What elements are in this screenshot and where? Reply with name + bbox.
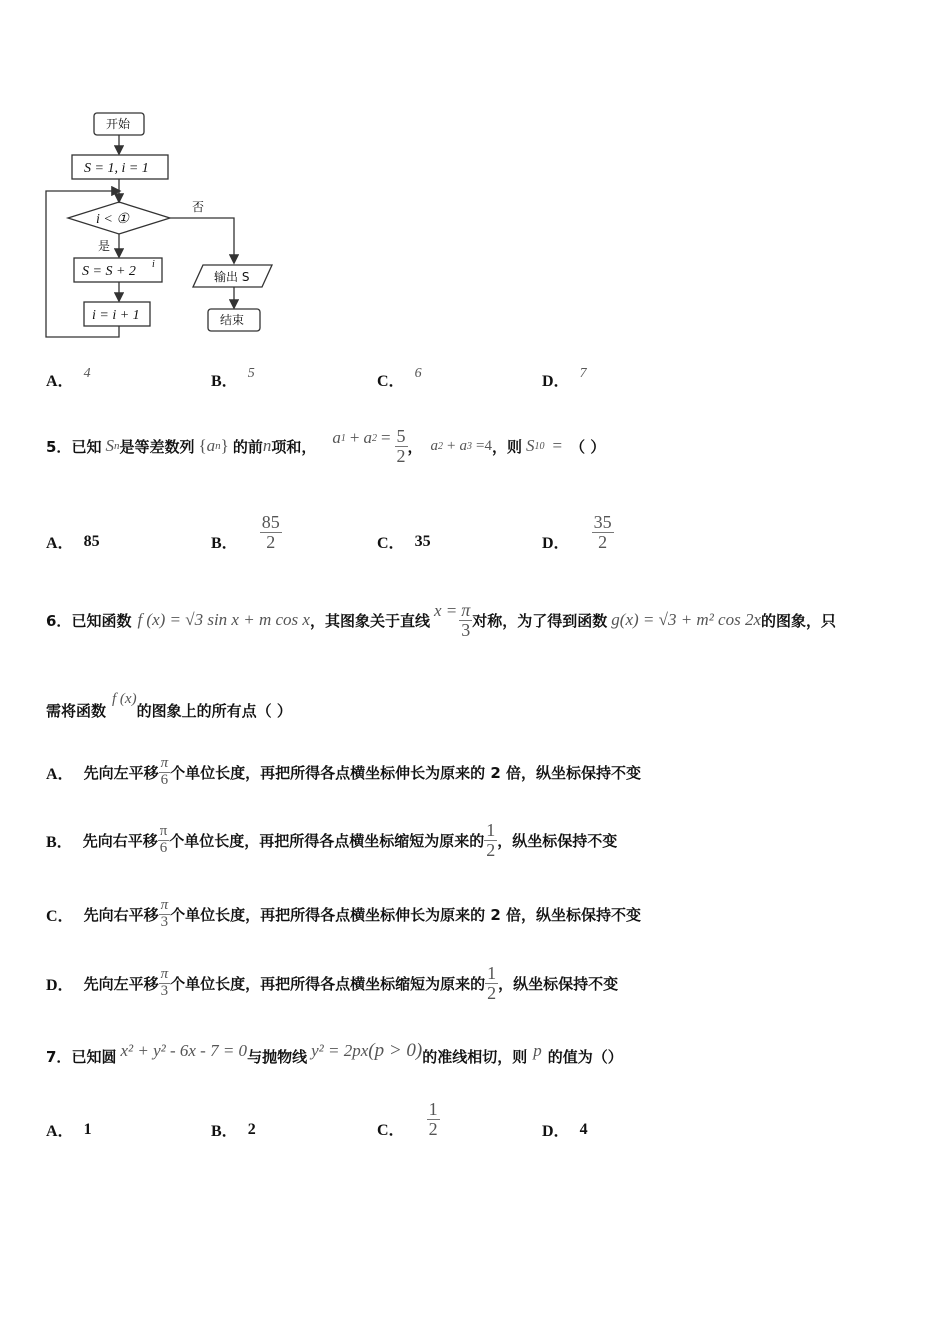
flow-output-text: 输出 S: [214, 270, 250, 284]
q4-option-a[interactable]: A． 4: [46, 365, 91, 390]
q5-option-c[interactable]: C． 35: [377, 532, 431, 552]
q5-option-a[interactable]: A． 85: [46, 532, 100, 552]
flow-no-label: 否: [192, 200, 205, 214]
q7-option-d[interactable]: D． 4: [542, 1120, 588, 1140]
q5-frac-5-2: $\frac{5}{2}$: [396, 425, 406, 466]
flow-update-sup: i: [152, 259, 155, 270]
flow-end-text: 结束: [220, 313, 245, 327]
q5-stem: 5． 已知 S n 是等差数列 { a n } 的前 n 项和， a 1 + a 2 = $\frac{5}{2}$ ， a 2 + a 3 =4 ，则 S 10 = （ ）: [46, 425, 606, 466]
flow-increment-text: i = i + 1: [92, 308, 140, 323]
q6-stem-line2: 需将函数 f (x) 的图象上的所有点（ ）: [46, 690, 292, 720]
q7-option-b[interactable]: B． 2: [211, 1120, 256, 1140]
flow-cond-text: i < ①: [96, 212, 129, 227]
flow-init-text: S = 1, i = 1: [84, 161, 149, 176]
q6-option-c[interactable]: C． 先向右平移 $\frac{\pi}{3}$ 个单位长度，再把所得各点横坐标伸长为原来的 2 倍，纵坐标保持不变: [46, 896, 641, 930]
flowchart: [40, 105, 290, 345]
q6-option-a[interactable]: A． 先向左平移 $\frac{\pi}{6}$ 个单位长度，再把所得各点横坐标伸长为原来的 2 倍，纵坐标保持不变: [46, 754, 641, 788]
q7-option-a[interactable]: A． 1: [46, 1120, 92, 1140]
q5-option-b[interactable]: B． $\frac{85}{2}$: [211, 511, 280, 552]
q4-option-c[interactable]: C． 6: [377, 365, 422, 390]
q4-option-b[interactable]: B． 5: [211, 365, 255, 390]
q6-stem-line1: 6． 已知函数 f (x) = √3 sin x + m cos x ，其图象关于直线 x = $\frac{\pi}{3}$ 对称，为了得到函数 g(x) = √3 + m² cos 2x 的图象，只: [46, 599, 837, 640]
q6-option-b[interactable]: B． 先向右平移 $\frac{\pi}{6}$ 个单位长度，再把所得各点横坐标缩短为原来的 $\frac{1}{2}$ ，纵坐标保持不变: [46, 819, 618, 860]
flow-update-text: S = S + 2: [82, 264, 136, 279]
q7-stem: 7． 已知圆 x² + y² - 6x - 7 = 0 与抛物线 y² = 2px (p > 0) 的准线相切，则 p 的值为（）: [46, 1040, 623, 1066]
q4-option-d[interactable]: D． 7: [542, 365, 587, 390]
q6-option-d[interactable]: D． 先向左平移 $\frac{\pi}{3}$ 个单位长度，再把所得各点横坐标缩短为原来的 $\frac{1}{2}$ ，纵坐标保持不变: [46, 962, 619, 1003]
flow-yes-label: 是: [98, 239, 111, 253]
q5-option-d[interactable]: D． $\frac{35}{2}$: [542, 511, 612, 552]
flow-start-text: 开始: [106, 117, 131, 131]
q7-option-c[interactable]: C． $\frac{1}{2}$: [377, 1098, 438, 1139]
